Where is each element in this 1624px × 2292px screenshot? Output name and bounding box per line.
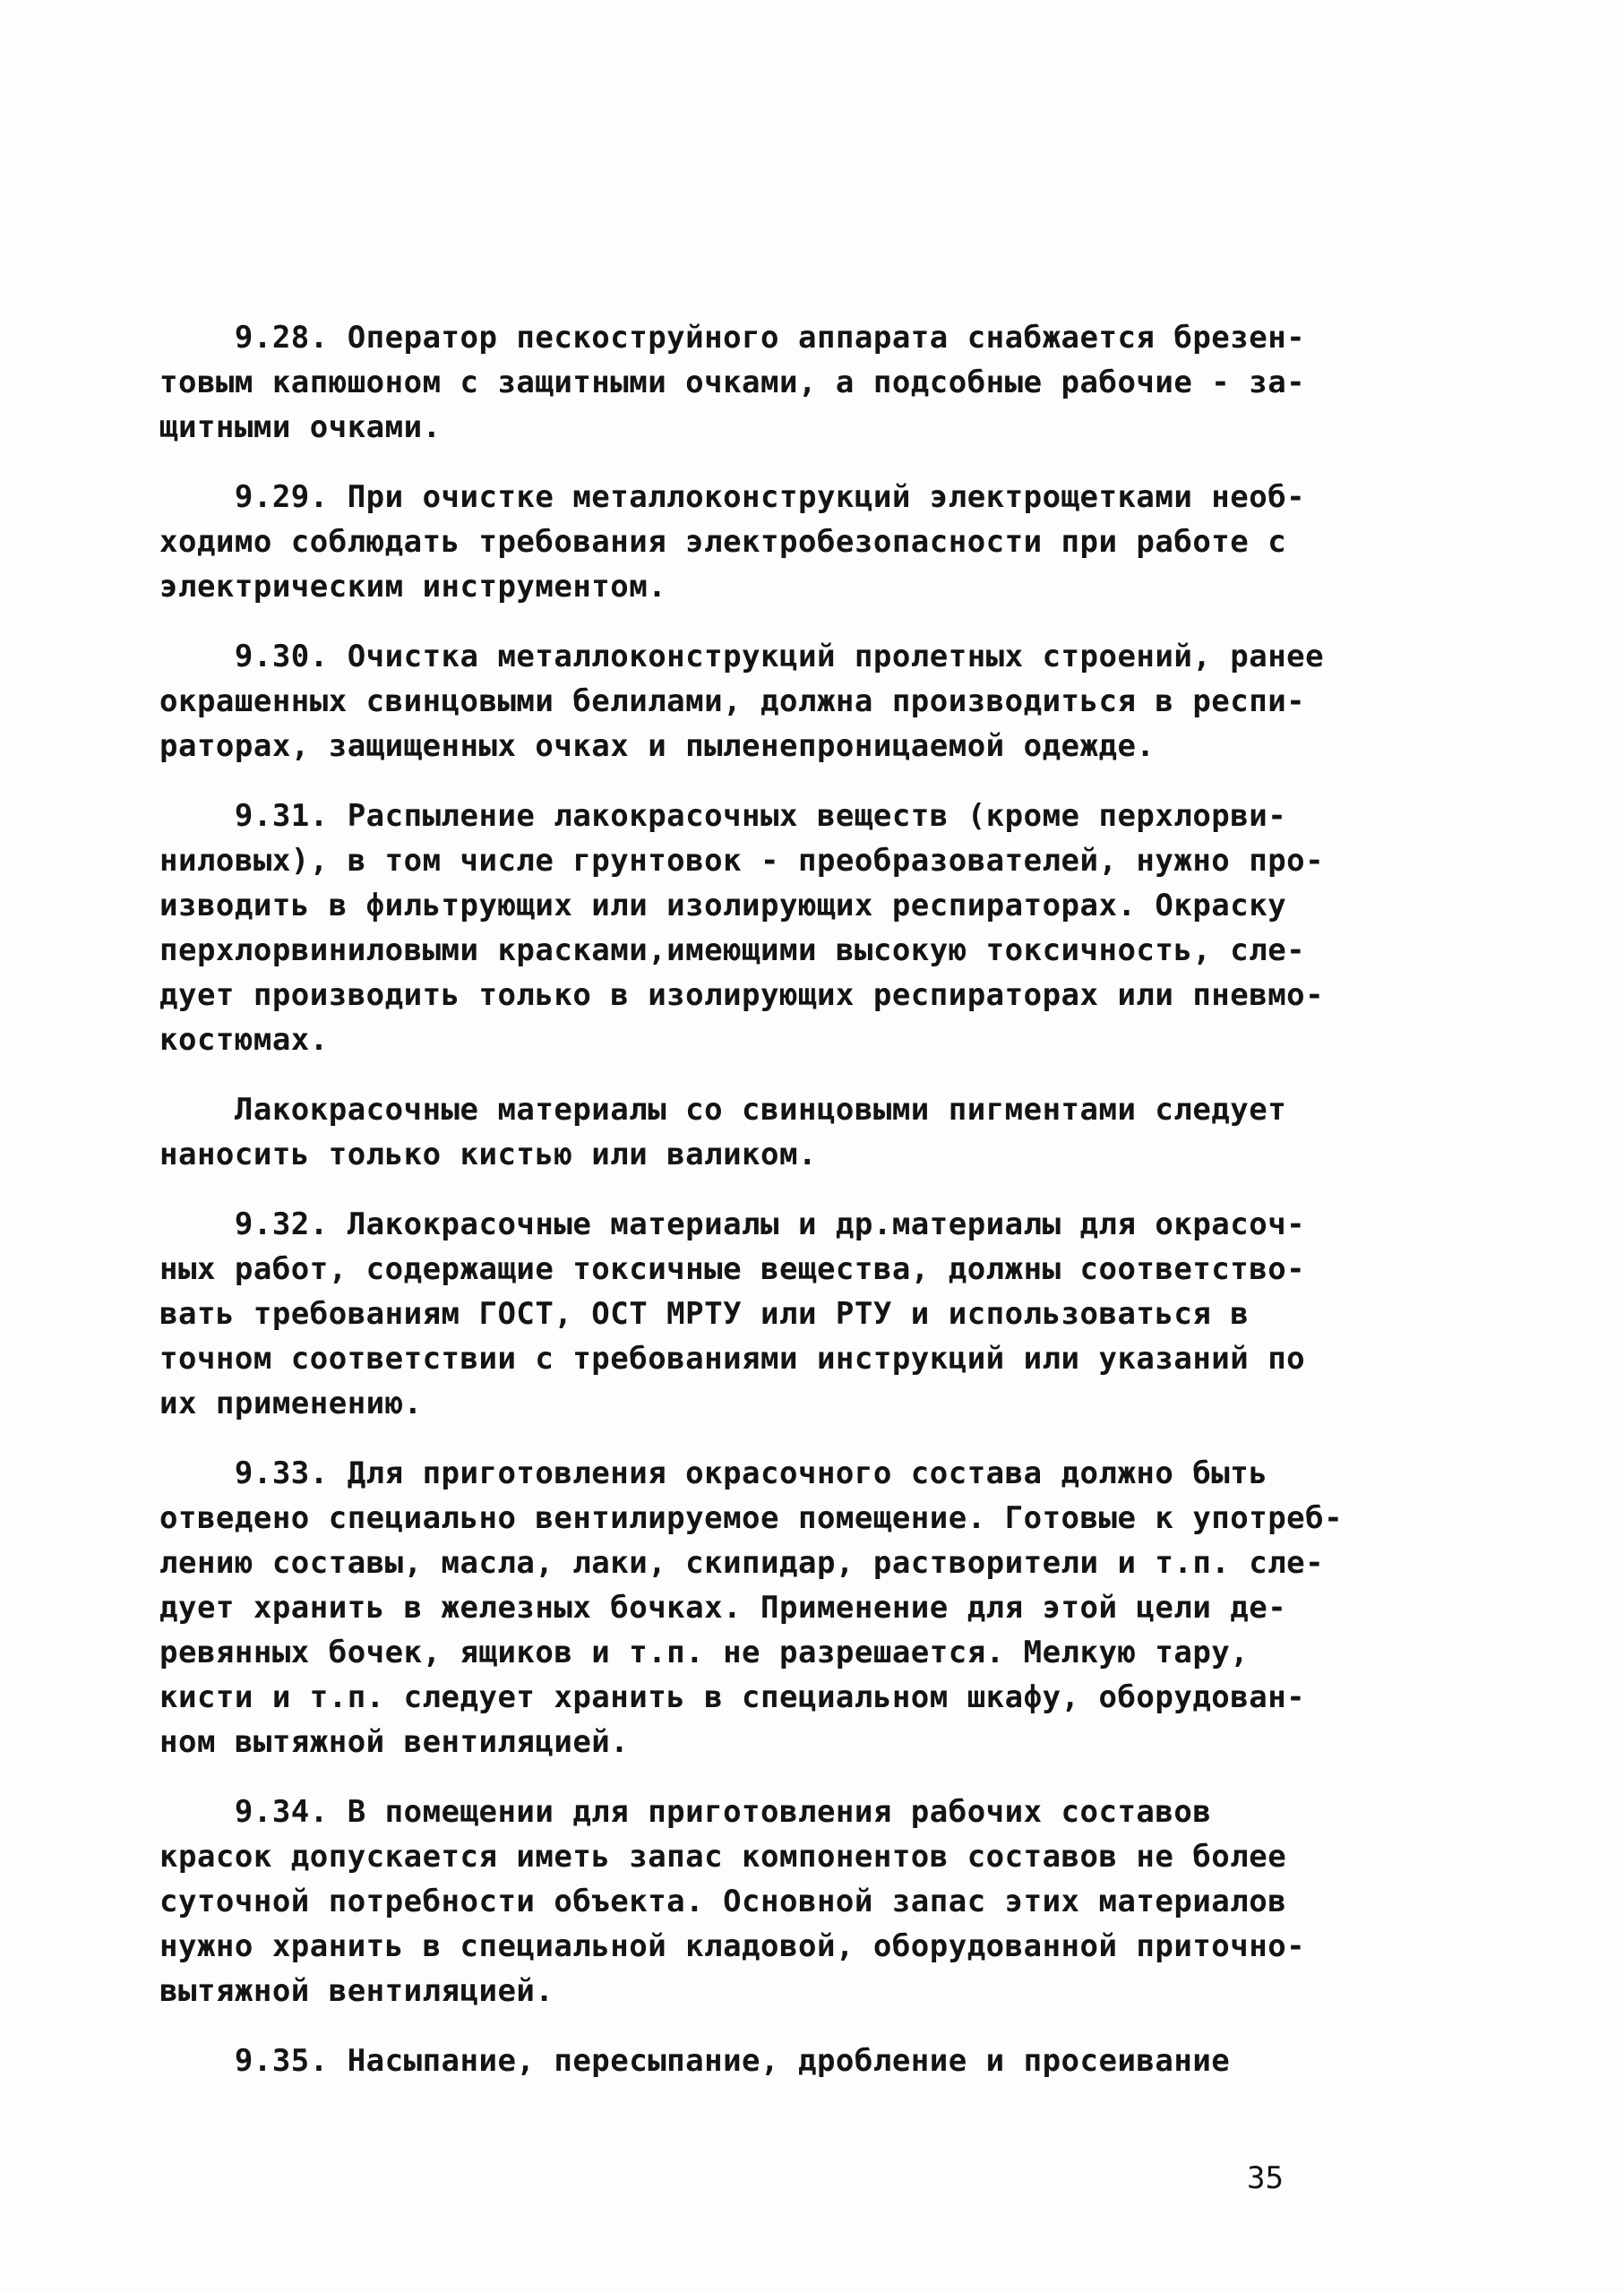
text-line: ходимо соблюдать требования электробезопасности при работе с bbox=[159, 524, 1287, 560]
text-line: ном вытяжной вентиляцией. bbox=[159, 1724, 630, 1760]
text-line: наносить только кистью или валиком. bbox=[159, 1137, 817, 1172]
paragraph bbox=[159, 794, 1325, 1062]
text-line: 9.30. Очистка металлоконструкций пролетных строений, ранее bbox=[159, 639, 1325, 674]
paragraph bbox=[159, 315, 1306, 450]
text-line: лению составы, масла, лаки, скипидар, растворители и т.п. сле- bbox=[159, 1545, 1325, 1581]
text-line: дует хранить в железных бочках. Применение для этой цели де- bbox=[159, 1590, 1287, 1626]
paragraph bbox=[159, 1790, 1306, 2013]
text-line: 9.32. Лакокрасочные материалы и др.материалы для окрасоч- bbox=[159, 1206, 1306, 1242]
text-line: щитными очками. bbox=[159, 409, 442, 445]
paragraph bbox=[159, 2039, 1306, 2083]
text-line: точном соответствии с требованиями инструкций или указаний по bbox=[159, 1341, 1306, 1377]
text-line: отведено специально вентилируемое помещение. Готовые к употреб- bbox=[159, 1500, 1344, 1536]
text-line: вытяжной вентиляцией. bbox=[159, 1973, 554, 2009]
text-line: вать требованиям ГОСТ, ОСТ МРТУ или РТУ и использоваться в bbox=[159, 1296, 1250, 1332]
paragraph bbox=[159, 1202, 1306, 1426]
text-line: окрашенных свинцовыми белилами, должна производиться в респи- bbox=[159, 683, 1306, 719]
text-line: ниловых), в том числе грунтовок - преобразователей, нужно про- bbox=[159, 843, 1325, 879]
text-line: суточной потребности объекта. Основной запас этих материалов bbox=[159, 1884, 1287, 1919]
text-line: красок допускается иметь запас компонентов составов не более bbox=[159, 1839, 1287, 1875]
text-line: ревянных бочек, ящиков и т.п. не разрешается. Мелкую тару, bbox=[159, 1635, 1250, 1670]
text-line: 9.33. Для приготовления окрасочного состава должно быть bbox=[159, 1455, 1268, 1491]
text-line: 9.34. В помещении для приготовления рабочих составов bbox=[159, 1794, 1212, 1830]
paragraph bbox=[159, 634, 1325, 768]
paragraph bbox=[159, 1087, 1306, 1177]
text-line: костюмах. bbox=[159, 1022, 329, 1058]
paragraph bbox=[159, 475, 1306, 609]
text-line: раторах, защищенных очках и пыленепроницаемой одежде. bbox=[159, 728, 1156, 764]
body-text bbox=[159, 315, 1344, 2108]
text-line: электрическим инструментом. bbox=[159, 569, 667, 605]
text-line: ных работ, содержащие токсичные вещества, должны соответство- bbox=[159, 1251, 1306, 1287]
text-line: 9.29. При очистке металлоконструкций электрощетками необ- bbox=[159, 479, 1306, 515]
paragraph bbox=[159, 1451, 1344, 1764]
text-line: Лакокрасочные материалы со свинцовыми пигментами следует bbox=[159, 1092, 1287, 1128]
text-line: дует производить только в изолирующих респираторах или пневмо- bbox=[159, 977, 1325, 1013]
text-line: изводить в фильтрующих или изолирующих респираторах. Окраску bbox=[159, 888, 1287, 923]
text-line: 9.31. Распыление лакокрасочных веществ (кроме перхлорви- bbox=[159, 798, 1287, 834]
text-line: кисти и т.п. следует хранить в специальном шкафу, оборудован- bbox=[159, 1679, 1306, 1715]
text-line: перхлорвиниловыми красками,имеющими высокую токсичность, сле- bbox=[159, 932, 1306, 968]
text-line: их применению. bbox=[159, 1386, 423, 1421]
page-number: 35 bbox=[1247, 2160, 1284, 2196]
text-line: 9.35. Насыпание, пересыпание, дробление и просеивание bbox=[159, 2043, 1231, 2079]
text-line: нужно хранить в специальной кладовой, оборудованной приточно- bbox=[159, 1928, 1306, 1964]
text-line: товым капюшоном с защитными очками, а подсобные рабочие - за- bbox=[159, 365, 1306, 400]
text-line: 9.28. Оператор пескоструйного аппарата снабжается брезен- bbox=[159, 320, 1306, 356]
